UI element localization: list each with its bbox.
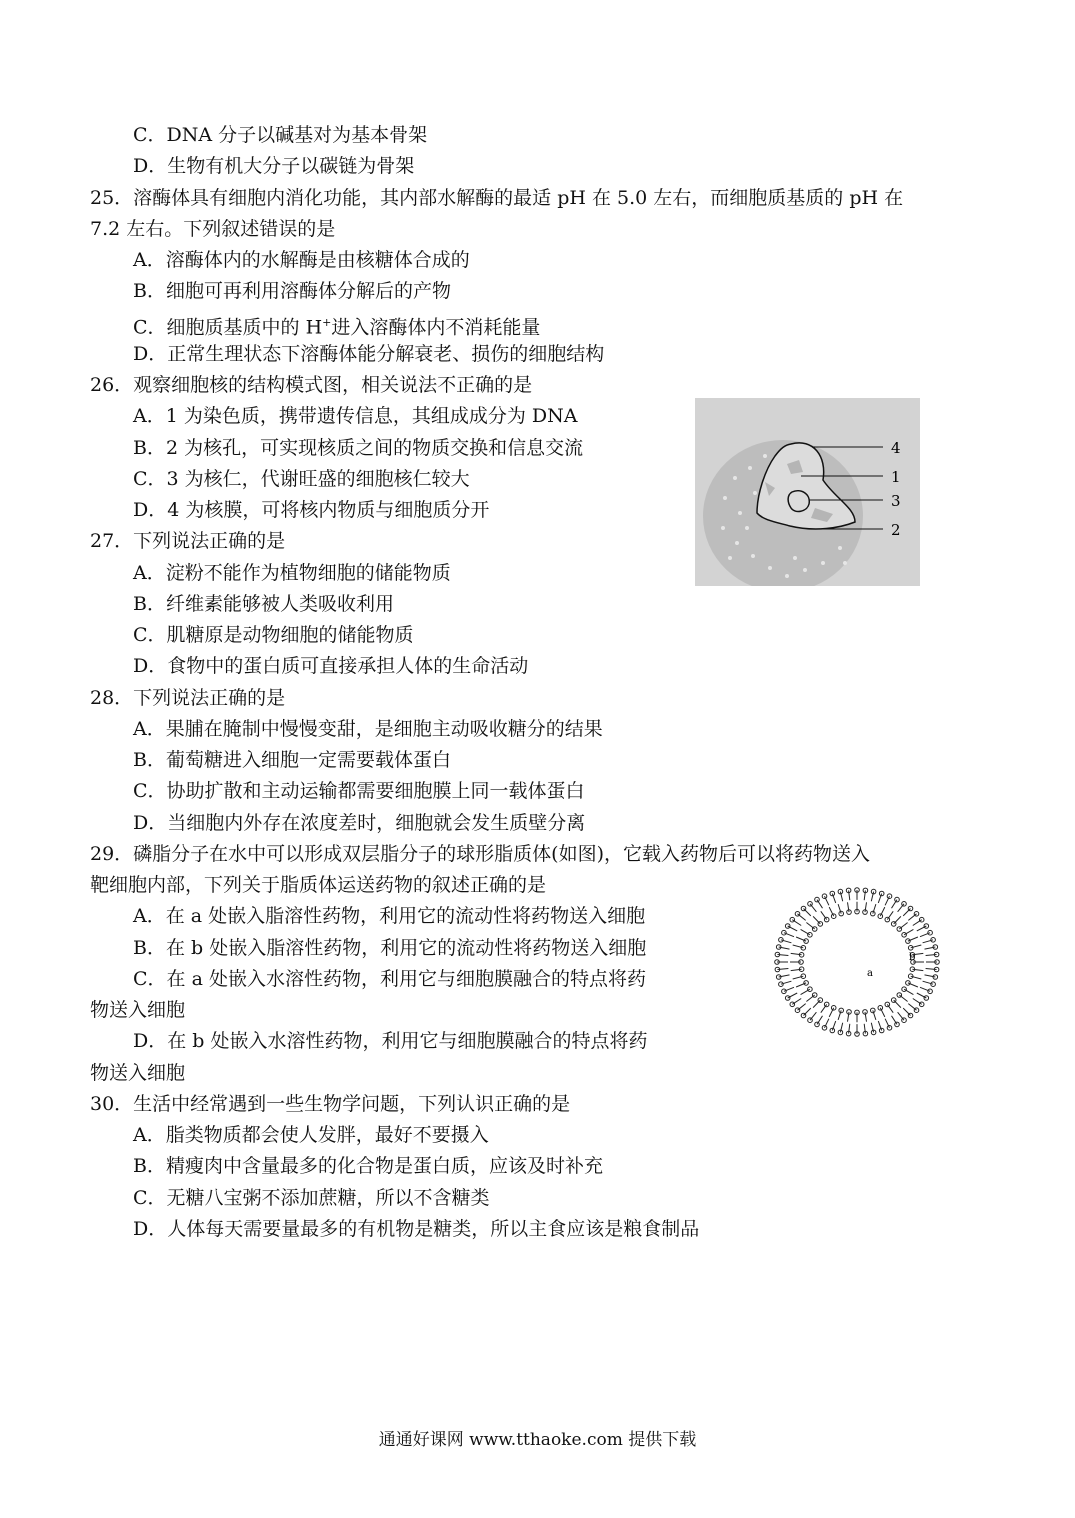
lipid-tail (788, 926, 798, 931)
inner-lipid-layer (790, 902, 924, 1023)
lipid-tail (899, 995, 907, 1002)
option-line: D．食物中的蛋白质可直接承担人体的生命活动 (133, 655, 529, 677)
lipid-head (879, 891, 884, 896)
lipid-tail (813, 1000, 820, 1008)
lipid-tail (899, 923, 907, 930)
lipid-tail (813, 916, 820, 924)
nucleus-figure (695, 398, 920, 586)
option-line: D．正常生理状态下溶酶体能分解衰老、损伤的细胞结构 (133, 343, 605, 365)
question-30: 30．生活中经常遇到一些生物学问题，下列认识正确的是 (90, 1093, 571, 1115)
lipid-head (878, 1006, 883, 1011)
lipid-tail (903, 1008, 910, 1015)
lipid-head (879, 1028, 884, 1033)
option-line: B．精瘦肉中含量最多的化合物是蛋白质，应该及时补充 (133, 1155, 603, 1177)
lipid-tail (864, 890, 865, 900)
nucleolus (788, 491, 809, 512)
lipid-tail (913, 999, 922, 1005)
option-line: A．溶酶体内的水解酶是由核糖体合成的 (133, 249, 470, 271)
lipid-tail (798, 1004, 806, 1011)
option-line: B．细胞可再利用溶酶体分解后的产物 (133, 280, 451, 302)
label-a: a (867, 968, 873, 979)
label-b: b (909, 952, 916, 963)
lipid-tail (801, 929, 810, 934)
option-line: C．3 为核仁，代谢旺盛的细胞核仁较大 (133, 468, 470, 490)
option-line: A．果脯在腌制中慢慢变甜，是细胞主动吸收糖分的结果 (133, 718, 603, 740)
option-line: B．2 为核孔，可实现核质之间的物质交换和信息交流 (133, 437, 584, 459)
question-25: 25．溶酶体具有细胞内消化功能，其内部水解酶的最适 pH 在 5.0 左右，而细胞质基质的 pH 在 (90, 187, 904, 209)
liposome-figure (765, 880, 950, 1045)
lipid-tail (798, 914, 806, 921)
option-line: C．无糖八宝粥不添加蔗糖，所以不含糖类 (133, 1187, 490, 1209)
option-cont: 物送入细胞 (90, 1062, 186, 1084)
lipid-tail (792, 999, 801, 1005)
option-line: C．肌糖原是动物细胞的储能物质 (133, 624, 414, 646)
lipid-tail (903, 909, 910, 916)
lipid-tail (894, 1000, 901, 1008)
lipid-tail (908, 1004, 916, 1011)
lipid-tail (904, 929, 913, 934)
option-line (133, 312, 540, 338)
lipid-tail (908, 914, 916, 921)
lipid-head (808, 933, 813, 938)
option-line: D．在 b 处嵌入水溶性药物，利用它与细胞膜融合的特点将药 (133, 1030, 648, 1052)
lipid-tail (887, 1004, 893, 1012)
label-4: 4 (891, 439, 901, 457)
question-26: 26．观察细胞核的结构模式图，相关说法不正确的是 (90, 374, 533, 396)
lipid-head (830, 1028, 835, 1033)
lipid-tail (892, 900, 898, 909)
lipid-tail (792, 920, 801, 926)
lipid-tail (810, 904, 816, 912)
lipid-tail (804, 909, 811, 916)
lipid-tail (898, 904, 904, 912)
lipid-tail (887, 911, 893, 919)
footer: 通通好课网 www.tthaoke.com 提供下载 (378, 1430, 697, 1450)
lipid-head (830, 891, 835, 896)
option-line: B．纤维素能够被人类吸收利用 (133, 593, 394, 615)
lipid-head (831, 914, 836, 919)
lipid-tail (917, 926, 927, 931)
option-text: C．细胞质基质中的 H (133, 316, 323, 339)
label-2: 2 (891, 521, 901, 539)
option-line: C．DNA 分子以碱基对为基本骨架 (133, 124, 428, 146)
option-line: D．当细胞内外存在浓度差时，细胞就会发生质壁分离 (133, 812, 586, 834)
option-cont: 物送入细胞 (90, 999, 186, 1021)
lipid-head (902, 933, 907, 938)
option-line: B．在 b 处嵌入脂溶性药物，利用它的流动性将药物送入细胞 (133, 937, 647, 959)
question-28: 28．下列说法正确的是 (90, 687, 286, 709)
option-line: A．在 a 处嵌入脂溶性药物，利用它的流动性将药物送入细胞 (133, 905, 646, 927)
lipid-tail (821, 911, 827, 919)
lipid-head (878, 914, 883, 919)
option-line: A．脂类物质都会使人发胖，最好不要摄入 (133, 1124, 489, 1146)
superscript: + (322, 316, 332, 329)
lipid-tail (801, 989, 810, 994)
lipid-tail (821, 1004, 827, 1012)
label-3: 3 (891, 492, 901, 510)
lipid-head (822, 1026, 827, 1031)
lipid-head (902, 987, 907, 992)
lipid-tail (806, 923, 814, 930)
option-line: C．在 a 处嵌入水溶性药物，利用它与细胞膜融合的特点将药 (133, 968, 646, 990)
lipid-tail (810, 1012, 816, 1020)
lipid-tail (904, 989, 913, 994)
option-line: A．1 为染色质，携带遗传信息，其组成成分为 DNA (133, 405, 578, 427)
lipid-tail (788, 993, 798, 998)
lipid-tail (894, 916, 901, 924)
question-29: 29．磷脂分子在水中可以形成双层脂分子的球形脂质体(如图)，它载入药物后可以将药物送入 (90, 843, 871, 865)
lipid-head (808, 987, 813, 992)
label-1: 1 (891, 468, 901, 486)
lipid-tail (913, 920, 922, 926)
lipid-tail (898, 1012, 904, 1020)
option-line: D．4 为核膜，可将核内物质与细胞质分开 (133, 499, 490, 521)
question-29-cont: 靶细胞内部，下列关于脂质体运送药物的叙述正确的是 (90, 874, 547, 896)
question-25-cont: 7.2 左右。下列叙述错误的是 (90, 218, 336, 240)
option-line: D．人体每天需要量最多的有机物是糖类，所以主食应该是粮食制品 (133, 1218, 700, 1240)
lipid-tail (892, 1016, 898, 1025)
lipid-tail (849, 1024, 850, 1034)
lipid-tail (917, 993, 927, 998)
lipid-tail (849, 890, 850, 900)
option-line: C．协助扩散和主动运输都需要细胞膜上同一载体蛋白 (133, 780, 585, 802)
lipid-tail (817, 900, 823, 909)
option-line: D．生物有机大分子以碳链为骨架 (133, 155, 415, 177)
option-line: A．淀粉不能作为植物细胞的储能物质 (133, 562, 451, 584)
question-27: 27．下列说法正确的是 (90, 530, 286, 552)
option-line: B．葡萄糖进入细胞一定需要载体蛋白 (133, 749, 451, 771)
lipid-tail (806, 995, 814, 1002)
lipid-tail (817, 1016, 823, 1025)
lipid-tail (864, 1024, 865, 1034)
lipid-tail (804, 1008, 811, 1015)
lipid-head (887, 1026, 892, 1031)
option-text: 进入溶酶体内不消耗能量 (331, 316, 541, 339)
lipid-head (831, 1006, 836, 1011)
